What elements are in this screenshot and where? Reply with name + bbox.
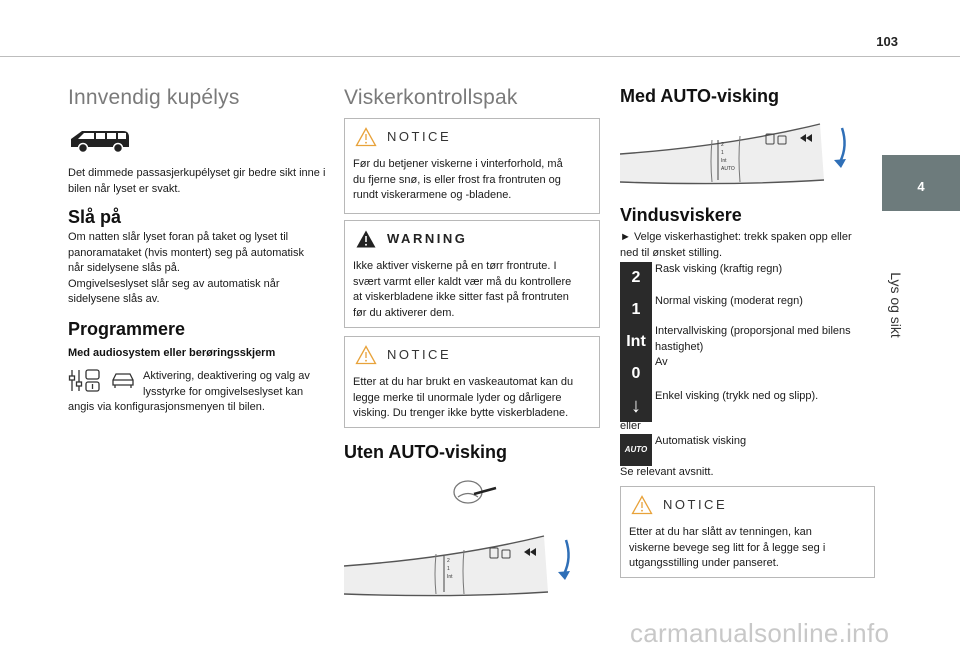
programmere-text-a: Aktivering, deaktivering og valg av lysstyrke for omgivelseslyset kan [143,370,310,398]
notice-triangle-icon [631,495,653,515]
intro-paragraph: Det dimmede passasjerkupélyset gir bedre sikt inne i bilen når lyset er svakt. [68,167,326,195]
notice-triangle-icon [355,345,377,365]
notice-title: NOTICE [387,347,452,362]
van-icon [68,128,132,154]
auto-wipe-icon: AUTO [620,434,652,466]
speed-int-text: Intervallvisking (proporsjonal med bilens hastighet) [655,325,851,353]
lever-label-2: 2 [721,142,724,148]
warning-title: WARNING [387,231,468,246]
heading-vindusviskere: Vindusviskere [620,205,742,225]
heading-viskerkontrollspak: Viskerkontrollspak [344,86,518,109]
wiper-lever-diagram [344,518,580,600]
lever-label-auto: AUTO [721,166,735,172]
notice-box-winter [344,118,600,214]
heading-innvendig-kupelys: Innvendig kupélys [68,86,240,109]
see-also-text: Se relevant avsnitt. [620,466,714,478]
lever-label-1: 1 [721,150,724,156]
speed-2-icon: 2 [620,262,652,294]
lever-label-int: Int [447,574,453,580]
heading-sla-pa: Slå på [68,207,122,227]
warning-text: Ikke aktiver viskerne på en tørr frontrute. I svært varmt eller kaldt vær må du kontrollere at viskerbladene ikke sitter fast på frontruten før du aktiverer dem. [353,260,572,319]
header-divider [0,56,960,57]
notice-box-carwash [344,336,600,428]
subheading-audiosystem: Med audiosystem eller berøringsskjerm [68,347,276,359]
notice-winter-text: Før du betjener viskerne i vinterforhold, må du fjerne snø, is eller frost fra frontruten og rundt viskerarmene og -bladene. [353,158,563,201]
single-wipe-arrow-icon: ↓ [620,390,652,422]
settings-menu-icon [68,368,102,394]
notice-carwash-text: Etter at du har brukt en vaskeautomat kan du legge merke til unormale lyder og dårligere visking. Du trenger ikke bytte viskerbladene. [353,376,574,419]
lever-label-int: Int [721,158,727,164]
lever-label-1: 1 [447,566,450,572]
notice-triangle-icon [355,127,377,147]
programmere-text-b: angis via konfigurasjonsmenyen til bilen. [68,401,265,413]
car-ambient-icon [110,371,136,391]
chapter-label: Lys og sikt [888,272,904,338]
notice-title: NOTICE [387,129,452,144]
notice-ignition-text: Etter at du har slått av tenningen, kan viskerne bevege seg litt for å legge seg i utgangsstilling under panseret. [629,526,826,569]
wiper-lever-auto-diagram [620,112,856,194]
lever-label-2: 2 [447,558,450,564]
speed-2-text: Rask visking (kraftig regn) [655,263,783,275]
eller-text: eller [620,420,641,432]
speed-0-text: Av [655,356,668,368]
notice-title: NOTICE [663,497,728,512]
page-number: 103 [876,34,898,49]
warning-triangle-icon [355,229,377,249]
warning-box [344,220,600,328]
heading-programmere: Programmere [68,319,186,339]
speed-1-icon: 1 [620,294,652,326]
watermark: carmanualsonline.info [630,618,890,648]
speed-int-icon: Int [620,326,652,358]
auto-wipe-text: Automatisk visking [655,435,747,447]
single-wipe-text: Enkel visking (trykk ned og slipp). [655,390,819,402]
heading-uten-auto: Uten AUTO-visking [344,442,508,462]
speed-1-text: Normal visking (moderat regn) [655,295,803,307]
speed-0-icon: 0 [620,358,652,390]
notice-box-ignition [620,486,875,578]
sla-pa-text: Om natten slår lyset foran på taket og lyset til panoramataket (hvis montert) seg på automatisk når sidelysene slås på. Omgivelseslyset slår seg av automatisk når sidelysene slås av. [68,231,305,305]
chapter-tab[interactable]: 4 [882,155,960,211]
vindusviskere-intro: ► Velge viskerhastighet: trekk spaken opp eller ned til ønsket stilling. [620,231,852,259]
heading-med-auto: Med AUTO-visking [620,86,780,106]
steering-wheel-icon [450,476,500,506]
